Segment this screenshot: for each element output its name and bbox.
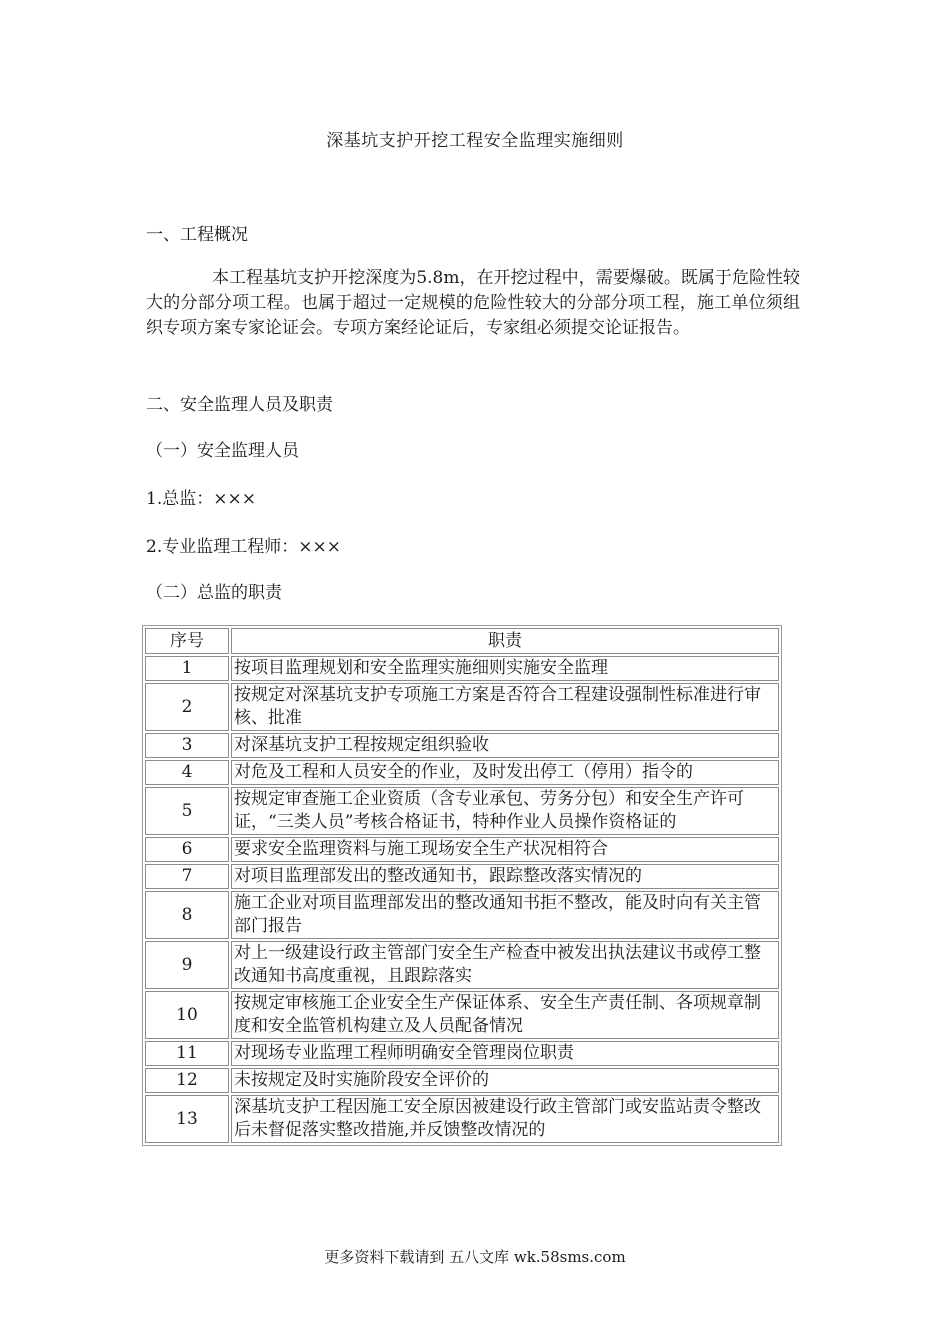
- row-number: 9: [145, 941, 229, 989]
- row-number: 8: [145, 891, 229, 939]
- row-number: 5: [145, 787, 229, 835]
- row-duty: 对危及工程和人员安全的作业，及时发出停工（停用）指令的: [231, 760, 779, 785]
- table-row: [145, 891, 779, 939]
- row-duty: 对项目监理部发出的整改通知书，跟踪整改落实情况的: [231, 864, 779, 889]
- table-row: [145, 787, 779, 835]
- row-duty: 按规定对深基坑支护专项施工方案是否符合工程建设强制性标准进行审核、批准: [231, 683, 779, 731]
- table-row: [145, 1041, 779, 1066]
- table-row: [145, 864, 779, 889]
- section2-heading: 二、安全监理人员及职责: [146, 395, 333, 415]
- sub1-heading: （一）安全监理人员: [146, 441, 299, 461]
- table-row: [145, 1068, 779, 1093]
- row-number: 13: [145, 1095, 229, 1143]
- sub2-heading: （二）总监的职责: [146, 583, 282, 603]
- table-row: [145, 683, 779, 731]
- row-number: 10: [145, 991, 229, 1039]
- header-duty: 职责: [231, 628, 779, 654]
- row-duty: 对现场专业监理工程师明确安全管理岗位职责: [231, 1041, 779, 1066]
- row-number: 4: [145, 760, 229, 785]
- row-duty: 按项目监理规划和安全监理实施细则实施安全监理: [231, 656, 779, 681]
- person-engineer: 2.专业监理工程师：×××: [146, 537, 341, 557]
- row-number: 11: [145, 1041, 229, 1066]
- row-number: 1: [145, 656, 229, 681]
- section1-paragraph: 本工程基坑支护开挖深度为5.8m，在开挖过程中，需要爆破。既属于危险性较大的分部分项工程。也属于超过一定规模的危险性较大的分部分项工程，施工单位须组织专项方案专家论证会。专项方案经论证后，专家组必须提交论证报告。: [146, 268, 800, 338]
- table-row: [145, 991, 779, 1039]
- table-row: [145, 941, 779, 989]
- duties-table: [142, 625, 782, 1146]
- row-number: 7: [145, 864, 229, 889]
- section1-heading: 一、工程概况: [146, 225, 248, 245]
- table-row: [145, 733, 779, 758]
- row-duty: 要求安全监理资料与施工现场安全生产状况相符合: [231, 837, 779, 862]
- person-chief: 1.总监：×××: [146, 489, 256, 509]
- row-number: 6: [145, 837, 229, 862]
- table-row: [145, 837, 779, 862]
- row-duty: 深基坑支护工程因施工安全原因被建设行政主管部门或安监站责令整改后未督促落实整改措施,并反馈整改情况的: [231, 1095, 779, 1143]
- row-duty: 对上一级建设行政主管部门安全生产检查中被发出执法建议书或停工整改通知书高度重视，且跟踪落实: [231, 941, 779, 989]
- row-duty: 未按规定及时实施阶段安全评价的: [231, 1068, 779, 1093]
- row-number: 2: [145, 683, 229, 731]
- table-header-row: [145, 628, 779, 654]
- row-number: 3: [145, 733, 229, 758]
- row-duty: 施工企业对项目监理部发出的整改通知书拒不整改，能及时向有关主管部门报告: [231, 891, 779, 939]
- footer-note: 更多资料下载请到 五八文库 wk.58sms.com: [324, 1248, 626, 1266]
- row-duty: 按规定审查施工企业资质（含专业承包、劳务分包）和安全生产许可证，“三类人员”考核合格证书，特种作业人员操作资格证的: [231, 787, 779, 835]
- row-number: 12: [145, 1068, 229, 1093]
- table-row: [145, 656, 779, 681]
- table-row: [145, 760, 779, 785]
- document-title: 深基坑支护开挖工程安全监理实施细则: [326, 131, 624, 151]
- header-no: 序号: [145, 628, 229, 654]
- table-row: [145, 1095, 779, 1143]
- row-duty: 按规定审核施工企业安全生产保证体系、安全生产责任制、各项规章制度和安全监管机构建立及人员配备情况: [231, 991, 779, 1039]
- table-body: [145, 656, 779, 1143]
- row-duty: 对深基坑支护工程按规定组织验收: [231, 733, 779, 758]
